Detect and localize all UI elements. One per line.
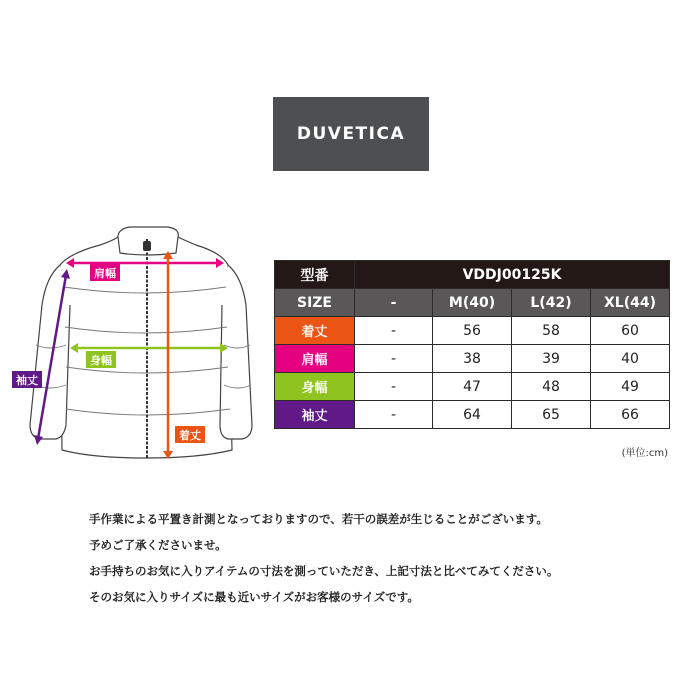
table-cell: 64 — [433, 401, 512, 429]
row-label-chest: 身幅 — [275, 373, 355, 401]
table-cell: - — [355, 317, 433, 345]
chest-label: 身幅 — [90, 354, 112, 367]
table-row-length — [275, 317, 670, 345]
table-cell: 47 — [433, 373, 512, 401]
size-col-header: - — [355, 289, 433, 317]
size-header-row — [275, 289, 670, 317]
table-cell: 38 — [433, 345, 512, 373]
note-line: 予めご了承くださいませ。 — [89, 538, 227, 552]
table-cell: 66 — [591, 401, 670, 429]
size-header-label: SIZE — [275, 289, 355, 317]
table-cell: 58 — [512, 317, 591, 345]
table-cell: - — [355, 401, 433, 429]
brand-logo — [273, 97, 429, 171]
jacket-measurement-diagram — [0, 225, 270, 465]
zipper-pull — [143, 241, 151, 251]
size-col-header: L(42) — [512, 289, 591, 317]
table-cell: 40 — [591, 345, 670, 373]
table-cell: - — [355, 373, 433, 401]
table-cell: 65 — [512, 401, 591, 429]
table-row-shoulder — [275, 345, 670, 373]
size-col-header: XL(44) — [591, 289, 670, 317]
measurement-notes — [89, 513, 679, 617]
table-cell: 49 — [591, 373, 670, 401]
table-cell: 56 — [433, 317, 512, 345]
model-label: 型番 — [275, 261, 355, 289]
size-table — [274, 260, 670, 429]
note-line: 手作業による平置き計測となっておりますので、若干の誤差が生じることがございます。 — [89, 512, 548, 526]
table-cell: - — [355, 345, 433, 373]
sleeve-label: 袖丈 — [16, 374, 38, 387]
model-value: VDDJ00125K — [355, 261, 670, 289]
brand-logo-text: DUVETICA — [296, 124, 406, 144]
unit-note: (単位:cm) — [621, 448, 668, 459]
model-row — [275, 261, 670, 289]
note-line: そのお気に入りサイズに最も近いサイズがお客様のサイズです。 — [89, 590, 419, 604]
row-label-shoulder: 肩幅 — [275, 345, 355, 373]
row-label-length: 着丈 — [275, 317, 355, 345]
note-line: お手持ちのお気に入りアイテムの寸法を測っていただき、上記寸法と比べてみてください。 — [89, 564, 559, 578]
table-cell: 48 — [512, 373, 591, 401]
length-label: 着丈 — [179, 429, 201, 442]
row-label-sleeve: 袖丈 — [275, 401, 355, 429]
table-cell: 60 — [591, 317, 670, 345]
table-cell: 39 — [512, 345, 591, 373]
size-col-header: M(40) — [433, 289, 512, 317]
table-row-sleeve — [275, 401, 670, 429]
shoulder-label: 肩幅 — [94, 267, 116, 280]
table-row-chest — [275, 373, 670, 401]
